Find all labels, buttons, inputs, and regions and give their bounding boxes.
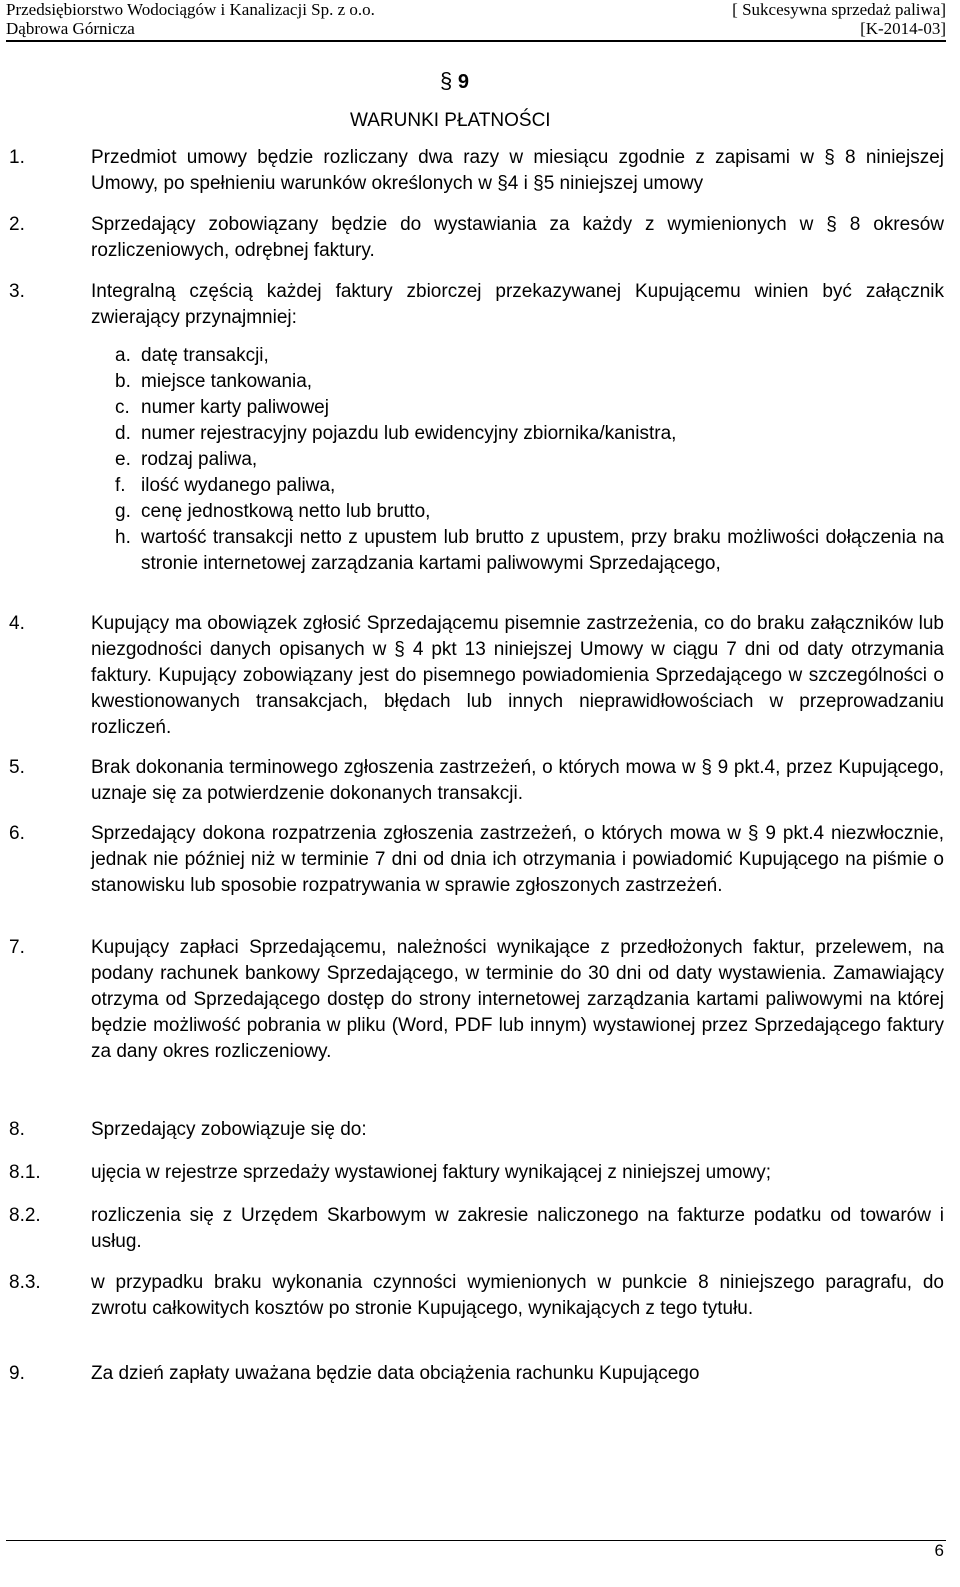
item-text: ujęcia w rejestrze sprzedaży wystawionej faktury wynikającej z niniejszej umowy;: [91, 1162, 772, 1183]
paragraph-symbol: §: [440, 68, 453, 93]
item-text: Sprzedający zobowiązany będzie do wystawiania za każdy z wymienionych w § 8 okresów rozliczeniowych, odrębnej faktury.: [91, 214, 944, 261]
document-code: [K-2014-03]: [860, 19, 946, 38]
item-number: 1.: [9, 147, 25, 168]
sub-item-text: datę transakcji,: [141, 345, 269, 366]
header-right: [732, 0, 946, 38]
item-text: Kupujący ma obowiązek zgłosić Sprzedającemu pisemnie zastrzeżenia, co do braku załączników lub niezgodności danych opisanych w § 4 pkt 13 niniejszej Umowy w ciągu 7 dni od daty otrzymania faktury. Kupujący zobowiązany jest do pisemnego powiadomienia Sprzedającego w szczególności o kwestionowanych transakcjach, błędach lub innych nieprawidłowościach w przeprowadzaniu rozliczeń.: [91, 613, 944, 738]
item-text: w przypadku braku wykonania czynności wymienionych w punkcie 8 niniejszego paragrafu, do zwrotu całkowitych kosztów po stronie Kupującego, wynikających z tego tytułu.: [91, 1272, 944, 1319]
sub-item-letter: h.: [115, 527, 131, 548]
item-number: 8.: [9, 1119, 25, 1140]
item-number: 7.: [9, 937, 25, 958]
sub-item-text: rodzaj paliwa,: [141, 449, 258, 470]
item-text: Integralną częścią każdej faktury zbiorczej przekazywanej Kupującemu winien być załącznik zwierający przynajmniej:: [91, 281, 944, 328]
item-number: 5.: [9, 757, 25, 778]
item-text: Za dzień zapłaty uważana będzie data obciążenia rachunku Kupującego: [91, 1363, 700, 1384]
item-number: 8.3.: [9, 1272, 41, 1293]
sub-item-letter: f.: [115, 475, 126, 496]
company-name: Przedsiębiorstwo Wodociągów i Kanalizacji Sp. z o.o.: [6, 0, 375, 19]
sub-item-letter: a.: [115, 345, 131, 366]
page-footer: [6, 1540, 946, 1569]
page-number: 6: [934, 1541, 944, 1560]
sub-item-letter: e.: [115, 449, 131, 470]
sub-item-text: numer rejestracyjny pojazdu lub ewidencyjny zbiornika/kanistra,: [141, 423, 677, 444]
item-number: 2.: [9, 214, 25, 235]
section-number-value: 9: [457, 71, 469, 93]
section-number: [440, 68, 560, 94]
item-number: 8.2.: [9, 1205, 41, 1226]
sub-item-letter: d.: [115, 423, 131, 444]
item-text: Brak dokonania terminowego zgłoszenia zastrzeżeń, o których mowa w § 9 pkt.4, przez Kupującego, uznaje się za potwierdzenie dokonanych transakcji.: [91, 757, 944, 804]
item-number: 6.: [9, 823, 25, 844]
company-city: Dąbrowa Górnicza: [6, 19, 135, 38]
sub-item-text: wartość transakcji netto z upustem lub brutto z upustem, przy braku możliwości dołączenia na stronie internetowej zarządzania kartami paliwowymi Sprzedającego,: [141, 527, 944, 574]
section-title: WARUNKI PŁATNOŚCI: [350, 110, 551, 131]
item-text: rozliczenia się z Urzędem Skarbowym w zakresie naliczonego na fakturze podatku od towarów i usług.: [91, 1205, 944, 1252]
item-text: Kupujący zapłaci Sprzedającemu, należności wynikające z przedłożonych faktur, przelewem, na podany rachunek bankowy Sprzedającego, w terminie do 30 dni od daty wystawienia. Zamawiający otrzyma od Sprzedającego dostęp do strony internetowej zarządzania kartami paliwowymi na której będzie możliwość pobrania w pliku (Word, PDF lub innym) wystawionej przez Sprzedającego faktury za dany okres rozliczeniowy.: [91, 937, 944, 1062]
sub-item-text: numer karty paliwowej: [141, 397, 329, 418]
sub-item-text: ilość wydanego paliwa,: [141, 475, 336, 496]
sub-item-letter: c.: [115, 397, 130, 418]
sub-item-letter: g.: [115, 501, 131, 522]
item-number: 9.: [9, 1363, 25, 1384]
header-left: [6, 0, 375, 38]
page-header: [6, 0, 946, 42]
item-text: Sprzedający dokona rozpatrzenia zgłoszenia zastrzeżeń, o których mowa w § 9 pkt.4 niezwłocznie, jednak nie później niż w terminie 7 dni od dnia ich otrzymania i powiadomić Kupującego na piśmie o stanowisku lub sposobie rozpatrywania w sprawie zgłoszonych zastrzeżeń.: [91, 823, 944, 896]
item-text: Sprzedający zobowiązuje się do:: [91, 1119, 367, 1140]
item-number: 3.: [9, 281, 25, 302]
item-number: 8.1.: [9, 1162, 41, 1183]
sub-item-text: miejsce tankowania,: [141, 371, 313, 392]
document-subject: [ Sukcesywna sprzedaż paliwa]: [732, 0, 946, 19]
sub-item-letter: b.: [115, 371, 131, 392]
sub-item-text: cenę jednostkową netto lub brutto,: [141, 501, 431, 522]
item-text: Przedmiot umowy będzie rozliczany dwa razy w miesiącu zgodnie z zapisami w § 8 niniejszej Umowy, po spełnieniu warunków określonych w §4 i §5 niniejszej umowy: [91, 147, 944, 194]
item-number: 4.: [9, 613, 25, 634]
